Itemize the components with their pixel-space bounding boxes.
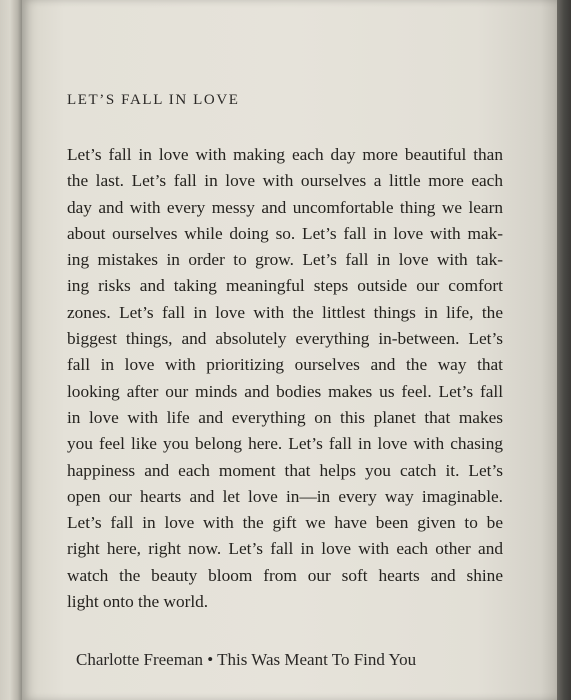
- text-line: Let’s fall in love with making each day more beautiful than: [67, 145, 503, 164]
- text-line: Let’s fall in love with the gift we have been given to be: [67, 513, 503, 533]
- page-footer-credit: Charlotte Freeman • This Was Meant To Find You: [76, 650, 417, 669]
- text-line: you feel like you belong here. Let’s fall in love with chasing: [67, 434, 503, 454]
- text-line: about ourselves while doing so. Let’s fall in love with mak-: [67, 223, 503, 243]
- text-line: the last. Let’s fall in love with ourselves a little more each: [67, 171, 503, 191]
- page-shadow-edge: [557, 0, 571, 700]
- text-line: right here, right now. Let’s fall in love with each other and: [67, 539, 503, 559]
- chapter-heading: LET’S FALL IN LOVE: [67, 92, 240, 108]
- text-line: looking after our minds and bodies makes us feel. Let’s fall: [67, 381, 503, 401]
- text-line: fall in love with prioritizing ourselves and the way that: [67, 355, 503, 375]
- text-line: day and with every messy and uncomfortable thing we learn: [67, 197, 503, 217]
- text-line: open our hearts and let love in—in every way imaginable.: [67, 486, 503, 506]
- left-page-edge: [0, 0, 22, 700]
- text-line: biggest things, and absolutely everything in-between. Let’s: [67, 329, 503, 349]
- text-line: watch the beauty bloom from our soft hearts and shine: [67, 565, 503, 585]
- text-line: in love with life and everything on this planet that makes: [67, 407, 503, 427]
- text-line: zones. Let’s fall in love with the littlest things in life, the: [67, 302, 503, 322]
- body-paragraph: [67, 142, 503, 615]
- text-line: happiness and each moment that helps you catch it. Let’s: [67, 460, 503, 480]
- text-line: light onto the world.: [67, 592, 209, 612]
- text-line: ing risks and taking meaningful steps outside our comfort: [67, 276, 503, 296]
- text-line: ing mistakes in order to grow. Let’s fall in love with tak-: [67, 250, 503, 270]
